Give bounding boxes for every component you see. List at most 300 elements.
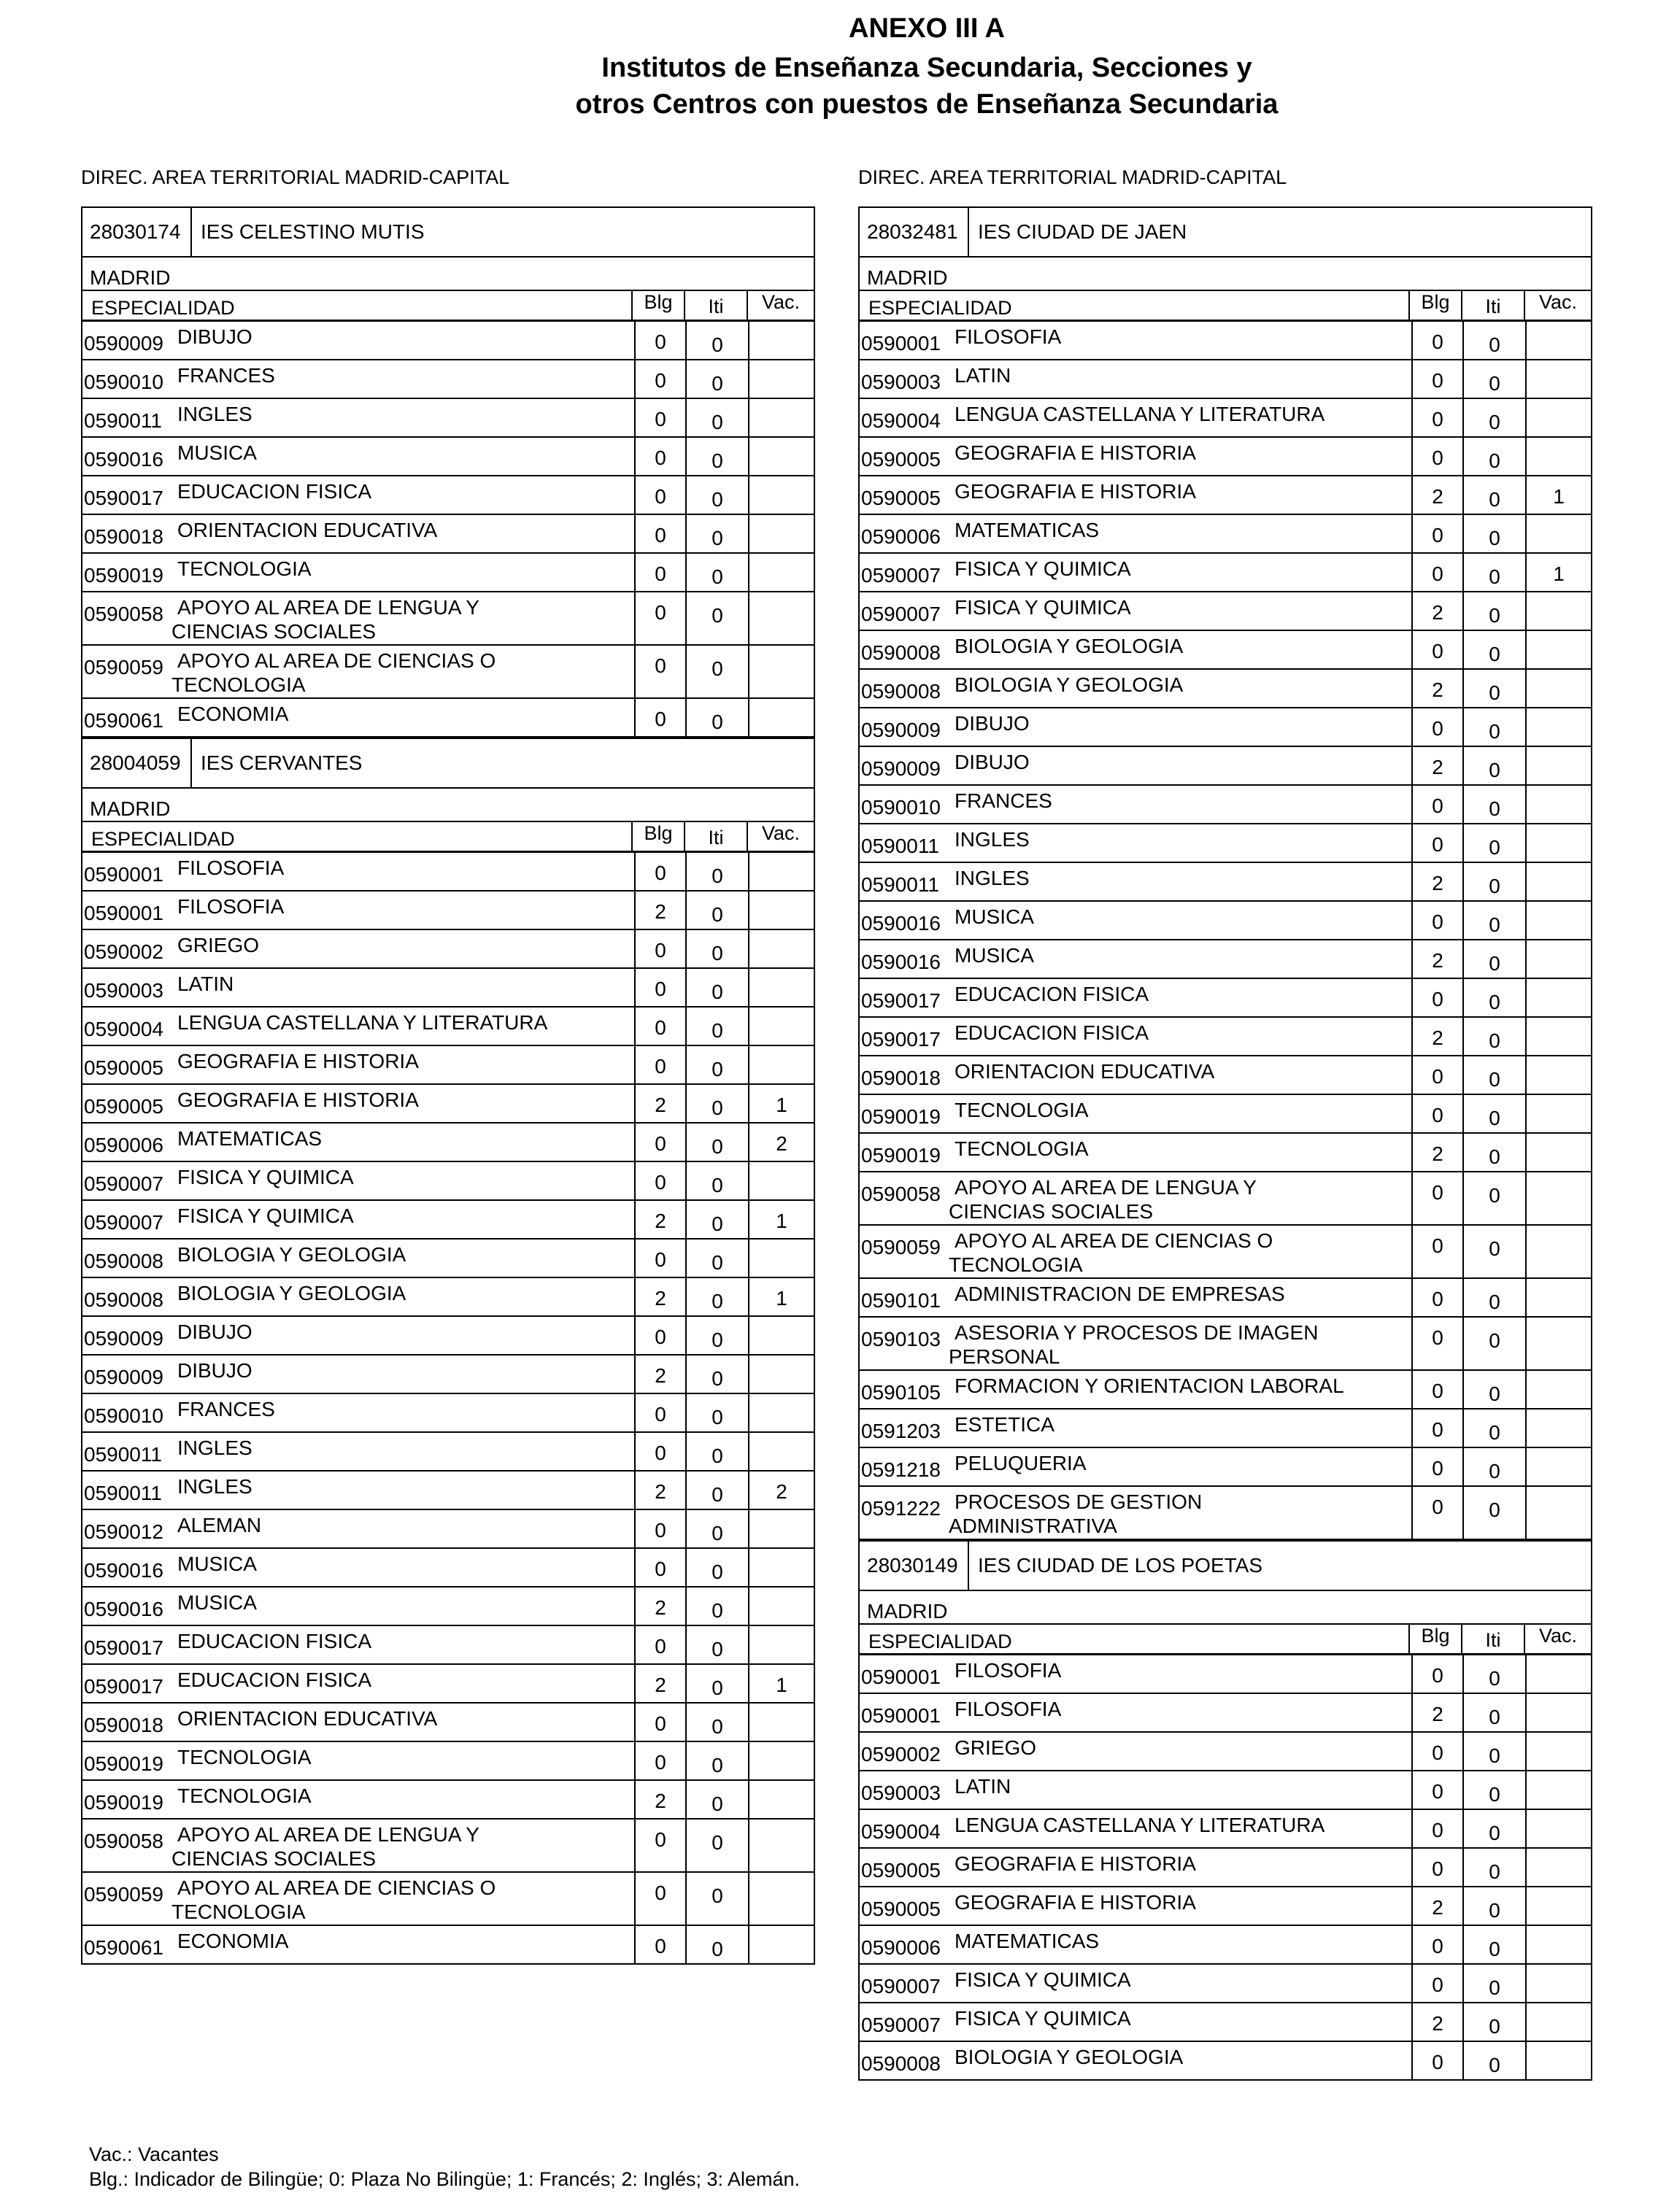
especialidad-name (177, 892, 634, 929)
especialidad-name-line: ORIENTACION EDUCATIVA (955, 1060, 1215, 1083)
vac-value (1525, 1018, 1591, 1055)
vac-value (1525, 670, 1591, 707)
especialidad-name-line: GEOGRAFIA E HISTORIA (177, 1050, 419, 1072)
especialidad-code: 0591218 (861, 1458, 941, 1481)
especialidad-code: 0590008 (84, 1288, 164, 1311)
especialidad-name-line: FILOSOFIA (177, 856, 285, 879)
table-row (81, 1201, 815, 1240)
especialidad-cell (81, 1820, 634, 1871)
especialidad-name (177, 1240, 634, 1277)
especialidad-code: 0590005 (861, 448, 941, 471)
especialidad-name (955, 1134, 1411, 1171)
vac-value (748, 1356, 814, 1393)
especialidad-cell (81, 1201, 634, 1238)
iti-value: 0 (1462, 708, 1525, 746)
table-row (81, 1046, 815, 1085)
especialidad-name (955, 592, 1411, 630)
especialidad-name (177, 1665, 634, 1702)
especialidad-cell (858, 1279, 1411, 1316)
especialidad-code: 0590008 (84, 1250, 164, 1272)
especialidad-cell (858, 1487, 1411, 1539)
especialidad-name-line: MATEMATICAS (177, 1127, 323, 1150)
especialidad-cell (81, 476, 634, 514)
especialidad-code: 0590018 (84, 1714, 164, 1736)
especialidad-cell (81, 1588, 634, 1625)
especialidad-name (955, 1371, 1411, 1408)
iti-value: 0 (685, 853, 748, 890)
blg-value: 2 (634, 1278, 685, 1315)
header-blg: Blg (631, 822, 684, 851)
table-row (81, 1433, 815, 1472)
centre-name: IES CERVANTES (201, 751, 363, 774)
especialidad-code: 0590011 (84, 1482, 162, 1504)
iti-value: 0 (1462, 1371, 1525, 1408)
table-row (858, 1095, 1592, 1134)
vac-value (1525, 1771, 1591, 1809)
especialidad-name-line: ESTETICA (955, 1413, 1054, 1436)
header-blg: Blg (1408, 291, 1461, 320)
table-row (81, 1510, 815, 1549)
especialidad-cell (81, 1873, 634, 1925)
table-row (858, 360, 1592, 399)
especialidad-code: 0590007 (861, 564, 941, 587)
especialidad-name-line: MUSICA (955, 905, 1034, 928)
blg-value: 0 (634, 699, 685, 736)
table-row (858, 1733, 1592, 1771)
especialidad-name (955, 1018, 1411, 1055)
especialidad-cell (858, 1318, 1411, 1369)
blg-value: 0 (1411, 1771, 1462, 1809)
iti-value: 0 (685, 1742, 748, 1779)
table-row (858, 1172, 1592, 1226)
especialidad-cell (858, 1771, 1411, 1809)
especialidad-name-line: FORMACION Y ORIENTACION LABORAL (955, 1374, 1344, 1397)
especialidad-cell (81, 1549, 634, 1586)
table-row (858, 592, 1592, 631)
iti-value: 0 (685, 1510, 748, 1547)
centre-city: MADRID (81, 258, 815, 291)
especialidad-code: 0590017 (84, 487, 164, 509)
table-row (858, 786, 1592, 824)
table-row (81, 1873, 815, 1926)
vac-value (1525, 747, 1591, 784)
vac-value (748, 699, 814, 736)
especialidad-name-line: APOYO AL AREA DE CIENCIAS O (177, 649, 496, 672)
especialidad-name (177, 1510, 634, 1547)
especialidad-code: 0590008 (861, 641, 941, 664)
vac-value (748, 892, 814, 929)
table-row (858, 515, 1592, 554)
blg-value: 2 (634, 1588, 685, 1625)
especialidad-name (955, 1810, 1411, 1847)
especialidad-code: 0590016 (84, 1559, 164, 1582)
especialidad-name-line: DIBUJO (177, 1359, 252, 1382)
especialidad-name-line: ECONOMIA (177, 703, 289, 725)
blg-value: 0 (634, 592, 685, 644)
table-header (858, 291, 1592, 322)
header-iti: Iti (1461, 1625, 1524, 1653)
iti-value: 0 (685, 1820, 748, 1871)
especialidad-name-line: FISICA Y QUIMICA (177, 1166, 354, 1188)
blg-value: 0 (634, 1394, 685, 1431)
vac-value (1525, 1134, 1591, 1171)
blg-value: 0 (1411, 1095, 1462, 1132)
especialidad-name-line: BIOLOGIA Y GEOLOGIA (955, 2046, 1184, 2068)
especialidad-name-line: MUSICA (177, 1552, 257, 1575)
table-row (858, 1849, 1592, 1887)
especialidad-code: 0590058 (84, 1830, 164, 1852)
especialidad-code: 0590010 (84, 1404, 164, 1427)
blg-value: 0 (634, 930, 685, 967)
table-row (858, 1487, 1592, 1540)
especialidad-name-line: ALEMAN (177, 1514, 262, 1536)
blg-value: 0 (634, 1742, 685, 1779)
table-row (858, 322, 1592, 360)
blg-value: 0 (1411, 554, 1462, 591)
iti-value: 0 (685, 360, 748, 398)
iti-value: 0 (1462, 1448, 1525, 1485)
especialidad-cell (81, 853, 634, 890)
especialidad-name (177, 476, 634, 514)
iti-value: 0 (685, 554, 748, 591)
especialidad-name (171, 646, 634, 697)
especialidad-code: 0590007 (861, 2014, 941, 2036)
footnote-bilingue: Blg.: Indicador de Bilingüe; 0: Plaza No Bilingüe; 1: Francés; 2: Inglés; 3: Alemán. (89, 2168, 801, 2190)
especialidad-cell (81, 1665, 634, 1702)
blg-value: 0 (634, 1704, 685, 1741)
header-blg: Blg (1408, 1625, 1461, 1653)
table-row (858, 2003, 1592, 2042)
especialidad-code: 0590019 (84, 564, 164, 587)
header-iti: Iti (1461, 291, 1524, 320)
especialidad-code: 0590011 (84, 409, 162, 432)
blg-value: 0 (634, 515, 685, 552)
vac-value (748, 476, 814, 514)
table-header (858, 1625, 1592, 1655)
vac-value (1525, 1733, 1591, 1770)
especialidad-name-line: ADMINISTRACION DE EMPRESAS (955, 1283, 1285, 1305)
blg-value: 2 (634, 892, 685, 929)
table-row (81, 1742, 815, 1781)
centre-header (858, 1540, 1592, 1591)
vac-value (748, 1704, 814, 1741)
especialidad-cell (858, 1018, 1411, 1055)
document-subtitle-line-1: Institutos de Enseñanza Secundaria, Secciones y (601, 53, 1252, 83)
especialidad-name-line: MUSICA (177, 1591, 257, 1614)
especialidad-name (177, 438, 634, 475)
vac-value (1525, 1926, 1591, 1963)
vac-value (1525, 2003, 1591, 2041)
table-row (81, 969, 815, 1008)
iti-value: 0 (1462, 1965, 1525, 2002)
vac-value (748, 1742, 814, 1779)
especialidad-code: 0590004 (861, 409, 941, 432)
especialidad-name-line: LATIN (955, 1775, 1011, 1798)
especialidad-name-line: ECONOMIA (177, 1930, 289, 1952)
iti-value: 0 (1462, 1887, 1525, 1925)
especialidad-name-line: MUSICA (177, 441, 257, 464)
vac-value: 1 (1525, 554, 1591, 591)
especialidad-name (177, 699, 634, 736)
blg-value: 0 (1411, 1733, 1462, 1770)
especialidad-code: 0590011 (84, 1443, 162, 1466)
especialidad-code: 0590005 (84, 1095, 164, 1118)
table-row (81, 1124, 815, 1162)
especialidad-cell (858, 476, 1411, 514)
table-row (81, 399, 815, 438)
blg-value: 2 (634, 1356, 685, 1393)
vac-value (748, 360, 814, 398)
especialidad-name-line-2: CIENCIAS SOCIALES (171, 620, 377, 643)
blg-value: 0 (1411, 1655, 1462, 1693)
iti-value: 0 (1462, 1018, 1525, 1055)
blg-value: 0 (634, 1873, 685, 1925)
blg-value: 2 (1411, 747, 1462, 784)
especialidad-name (955, 1694, 1411, 1731)
especialidad-name-line: TECNOLOGIA (955, 1099, 1089, 1121)
table-row (81, 1240, 815, 1278)
blg-value: 2 (1411, 940, 1462, 978)
vac-value (748, 592, 814, 644)
especialidad-name (177, 322, 634, 359)
especialidad-cell (81, 1085, 634, 1122)
especialidad-cell (81, 699, 634, 736)
especialidad-name-line: EDUCACION FISICA (955, 1021, 1149, 1044)
iti-value: 0 (1462, 631, 1525, 668)
table-row (81, 1085, 815, 1124)
table-row (858, 1655, 1592, 1694)
especialidad-cell (81, 1394, 634, 1431)
iti-value: 0 (1462, 786, 1525, 823)
table-row (81, 1394, 815, 1433)
especialidad-name-line: INGLES (177, 1475, 252, 1498)
especialidad-code: 0590002 (84, 940, 164, 963)
blg-value: 0 (634, 476, 685, 514)
iti-value: 0 (685, 1472, 748, 1509)
header-especialidad: ESPECIALIDAD (868, 1631, 1012, 1652)
especialidad-cell (858, 824, 1411, 862)
especialidad-name (177, 554, 634, 591)
table-row (858, 708, 1592, 747)
especialidad-cell (858, 1409, 1411, 1447)
especialidad-cell (81, 1472, 634, 1509)
especialidad-cell (858, 1226, 1411, 1277)
especialidad-code: 0590010 (84, 371, 164, 393)
especialidad-cell (858, 902, 1411, 939)
blg-value: 0 (634, 1240, 685, 1277)
especialidad-name-line: FISICA Y QUIMICA (177, 1204, 354, 1227)
vac-value (1525, 1810, 1591, 1847)
especialidad-code: 0590009 (84, 332, 164, 355)
especialidad-name-line: TECNOLOGIA (177, 557, 312, 580)
table-row (81, 515, 815, 554)
especialidad-cell (81, 892, 634, 929)
blg-value: 0 (634, 1162, 685, 1199)
table-row (81, 892, 815, 930)
especialidad-cell (858, 1095, 1411, 1132)
especialidad-cell (858, 1733, 1411, 1770)
blg-value: 0 (1411, 1056, 1462, 1094)
especialidad-code: 0591203 (861, 1420, 941, 1442)
especialidad-cell (858, 1694, 1411, 1731)
especialidad-cell (858, 515, 1411, 552)
vac-value (1525, 786, 1591, 823)
especialidad-name (177, 360, 634, 398)
iti-value: 0 (1462, 1487, 1525, 1539)
header-iti: Iti (684, 291, 747, 320)
especialidad-code: 0590017 (84, 1675, 164, 1698)
iti-value: 0 (1462, 1226, 1525, 1277)
especialidad-name (177, 1356, 634, 1393)
iti-value: 0 (685, 1433, 748, 1470)
especialidad-name-line: DIBUJO (177, 1320, 252, 1343)
especialidad-code: 0590005 (84, 1056, 164, 1079)
direction-label-left: DIREC. AREA TERRITORIAL MADRID-CAPITAL (81, 166, 510, 188)
especialidad-cell (858, 1849, 1411, 1886)
especialidad-cell (858, 940, 1411, 978)
especialidad-name (955, 1926, 1411, 1963)
blg-value: 2 (1411, 1134, 1462, 1171)
vac-value (1525, 1849, 1591, 1886)
blg-value: 0 (634, 1008, 685, 1045)
table-row (81, 1278, 815, 1317)
iti-value: 0 (1462, 1279, 1525, 1316)
iti-value: 0 (1462, 1810, 1525, 1847)
table-row (858, 1771, 1592, 1810)
iti-value: 0 (685, 1873, 748, 1925)
header-especialidad: ESPECIALIDAD (868, 297, 1012, 319)
table-row (858, 979, 1592, 1018)
especialidad-name-line-2: CIENCIAS SOCIALES (949, 1200, 1154, 1223)
blg-value: 0 (1411, 631, 1462, 668)
iti-value: 0 (685, 476, 748, 514)
vac-value (748, 1873, 814, 1925)
especialidad-name-line: BIOLOGIA Y GEOLOGIA (955, 673, 1184, 696)
blg-value: 0 (1411, 360, 1462, 398)
especialidad-name (955, 438, 1411, 475)
table-header (81, 822, 815, 853)
especialidad-code: 0590004 (861, 1820, 941, 1843)
table-row (858, 1056, 1592, 1095)
iti-value: 0 (1462, 1056, 1525, 1094)
especialidad-name (177, 1317, 634, 1354)
especialidad-name (177, 1046, 634, 1083)
vac-value (1525, 708, 1591, 746)
vac-value (748, 554, 814, 591)
especialidad-cell (81, 1162, 634, 1199)
especialidad-code: 0590003 (861, 371, 941, 393)
especialidad-code: 0590007 (84, 1172, 164, 1195)
especialidad-code: 0590003 (84, 979, 164, 1002)
table-row (81, 930, 815, 969)
centre-code: 28030174 (82, 208, 192, 256)
especialidad-cell (858, 1134, 1411, 1171)
especialidad-name (955, 1733, 1411, 1770)
especialidad-code: 0590011 (861, 873, 939, 896)
blg-value: 0 (1411, 1226, 1462, 1277)
blg-value: 0 (634, 1820, 685, 1871)
vac-value (1525, 1371, 1591, 1408)
especialidad-name (949, 1226, 1411, 1277)
especialidad-code: 0590010 (861, 796, 941, 819)
especialidad-code: 0590009 (84, 1366, 164, 1388)
blg-value: 0 (1411, 1172, 1462, 1224)
especialidad-cell (81, 969, 634, 1006)
blg-value: 2 (634, 1665, 685, 1702)
vac-value (748, 930, 814, 967)
especialidad-cell (81, 360, 634, 398)
especialidad-cell (81, 322, 634, 359)
vac-value (1525, 940, 1591, 978)
especialidad-code: 0590019 (861, 1144, 941, 1167)
table-row (858, 476, 1592, 515)
centre-code: 28032481 (860, 208, 969, 256)
especialidad-code: 0590017 (84, 1636, 164, 1659)
vac-value (1525, 1056, 1591, 1094)
blg-value: 0 (634, 969, 685, 1006)
especialidad-name-line: MATEMATICAS (955, 1930, 1100, 1952)
especialidad-name-line: PROCESOS DE GESTION (955, 1490, 1203, 1513)
vac-value (1525, 1887, 1591, 1925)
vac-value (1525, 1448, 1591, 1485)
especialidad-name-line-2: CIENCIAS SOCIALES (171, 1847, 377, 1870)
table-row (858, 1318, 1592, 1371)
iti-value: 0 (685, 1124, 748, 1161)
iti-value: 0 (685, 1008, 748, 1045)
vac-value (1525, 1965, 1591, 2002)
especialidad-name (955, 631, 1411, 668)
vac-value: 2 (748, 1124, 814, 1161)
especialidad-code: 0590001 (84, 863, 164, 886)
vac-value (748, 1317, 814, 1354)
especialidad-cell (81, 1278, 634, 1315)
centre-block (858, 206, 1592, 1540)
vac-value (748, 1394, 814, 1431)
especialidad-name (955, 1771, 1411, 1809)
blg-value: 0 (1411, 515, 1462, 552)
vac-value (1525, 399, 1591, 436)
especialidad-name-line: DIBUJO (955, 751, 1030, 773)
especialidad-name (177, 1926, 634, 1963)
iti-value: 0 (1462, 2042, 1525, 2079)
vac-value (748, 438, 814, 475)
especialidad-cell (858, 1926, 1411, 1963)
especialidad-name-line-2: TECNOLOGIA (171, 673, 306, 696)
blg-value: 0 (1411, 979, 1462, 1016)
iti-value: 0 (685, 322, 748, 359)
vac-value (1525, 592, 1591, 630)
document-subtitle-line-2: otros Centros con puestos de Enseñanza Secundaria (575, 89, 1279, 120)
especialidad-cell (81, 1510, 634, 1547)
especialidad-code: 0590002 (861, 1743, 941, 1766)
table-row (81, 1549, 815, 1588)
blg-value: 0 (634, 646, 685, 697)
especialidad-name (177, 1704, 634, 1741)
vac-value (1525, 1694, 1591, 1731)
especialidad-cell (858, 1887, 1411, 1925)
especialidad-name (955, 747, 1411, 784)
iti-value: 0 (685, 969, 748, 1006)
especialidad-name-line: FILOSOFIA (177, 895, 285, 918)
especialidad-name-line: EDUCACION FISICA (177, 1630, 372, 1652)
especialidad-name (177, 1124, 634, 1161)
centre-block (81, 738, 815, 1965)
blg-value: 0 (634, 1124, 685, 1161)
especialidad-name-line: TECNOLOGIA (177, 1746, 312, 1768)
especialidad-code: 0590011 (861, 835, 939, 857)
especialidad-cell (81, 1704, 634, 1741)
especialidad-code: 0590018 (84, 525, 164, 548)
